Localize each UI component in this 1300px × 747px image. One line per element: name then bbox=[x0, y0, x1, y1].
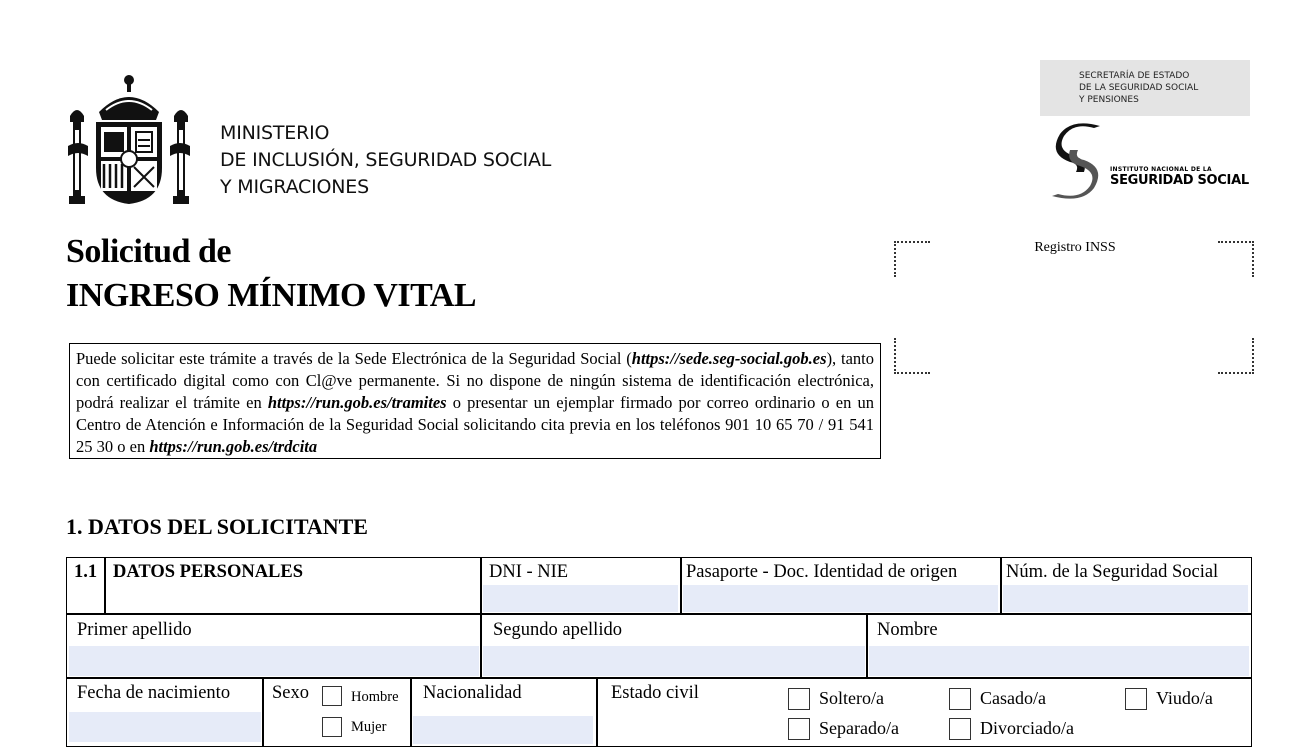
title-line-1: Solicitud de bbox=[66, 233, 231, 270]
registro-label: Registro INSS bbox=[1034, 240, 1116, 255]
mujer-checkbox[interactable] bbox=[322, 717, 342, 737]
nacionalidad-cell bbox=[410, 677, 598, 747]
info-text-3: o presentar un ejemplar firmado por correo ordinario o en un Centro de Atención e Información de la Seguridad Social solicitando cita previa en los teléfonos 901 10 65 70 / 91 541 25 30 o en bbox=[76, 393, 874, 456]
inss-logo-icon bbox=[1044, 122, 1110, 200]
fecha-nacimiento-label: Fecha de nacimiento bbox=[77, 683, 231, 703]
section-number: 1.1 bbox=[74, 562, 98, 582]
section-number-cell bbox=[66, 557, 106, 615]
divorciado-checkbox[interactable] bbox=[949, 718, 971, 740]
info-text-2: ), tanto con certificado digital como con Cl@ve permanente. Si no dispone de ningún sistema de identificación electrónica, podrá realizar el trámite en bbox=[76, 349, 874, 412]
fecha-nacimiento-cell bbox=[66, 677, 264, 747]
segundo-apellido-label: Segundo apellido bbox=[493, 620, 622, 640]
primer-apellido-input[interactable] bbox=[69, 646, 479, 676]
num-ss-input[interactable] bbox=[1003, 585, 1248, 612]
num-ss-cell bbox=[1000, 557, 1252, 615]
soltero-label: Soltero/a bbox=[819, 688, 884, 708]
viudo-label: Viudo/a bbox=[1156, 688, 1213, 708]
registro-corner-br bbox=[1218, 338, 1254, 374]
secretaria-line-3: Y PENSIONES bbox=[1079, 95, 1139, 105]
section-heading: 1. DATOS DEL SOLICITANTE bbox=[66, 514, 368, 539]
sexo-cell bbox=[262, 677, 412, 747]
casado-checkbox[interactable] bbox=[949, 688, 971, 710]
ministry-line-1: MINISTERIO bbox=[220, 122, 330, 144]
inss-title: SEGURIDAD SOCIAL bbox=[1110, 173, 1249, 188]
secretaria-box bbox=[1040, 60, 1250, 116]
sexo-label: Sexo bbox=[272, 683, 309, 703]
num-ss-label: Núm. de la Seguridad Social bbox=[1006, 562, 1219, 582]
info-text-1: Puede solicitar este trámite a través de la Sede Electrónica de la Seguridad Social ( bbox=[76, 349, 632, 368]
hombre-checkbox[interactable] bbox=[322, 686, 342, 706]
mujer-label: Mujer bbox=[351, 719, 387, 735]
dni-cell bbox=[480, 557, 682, 615]
separado-checkbox[interactable] bbox=[788, 718, 810, 740]
estado-civil-label: Estado civil bbox=[611, 683, 699, 703]
nacionalidad-label: Nacionalidad bbox=[423, 683, 522, 703]
registro-corner-tr bbox=[1218, 241, 1254, 277]
coat-of-arms-icon bbox=[66, 72, 192, 208]
datos-personales-cell bbox=[104, 557, 482, 615]
estado-civil-cell bbox=[596, 677, 1252, 747]
fecha-nacimiento-input[interactable] bbox=[69, 712, 261, 742]
segundo-apellido-input[interactable] bbox=[483, 646, 865, 676]
info-link-tramites[interactable]: https://run.gob.es/tramites bbox=[267, 393, 447, 412]
dni-label: DNI - NIE bbox=[489, 562, 569, 582]
secretaria-line-2: DE LA SEGURIDAD SOCIAL bbox=[1079, 83, 1199, 93]
nombre-input[interactable] bbox=[869, 646, 1249, 676]
info-link-sede[interactable]: https://sede.seg-social.gob.es bbox=[631, 349, 827, 368]
ministry-line-2: DE INCLUSIÓN, SEGURIDAD SOCIAL bbox=[220, 149, 552, 171]
hombre-label: Hombre bbox=[351, 689, 399, 705]
primer-apellido-label: Primer apellido bbox=[77, 620, 192, 640]
viudo-checkbox[interactable] bbox=[1125, 688, 1147, 710]
title-line-2: INGRESO MÍNIMO VITAL bbox=[66, 277, 477, 314]
nombre-label: Nombre bbox=[877, 620, 938, 640]
inss-subtitle: INSTITUTO NACIONAL DE LA bbox=[1110, 166, 1212, 173]
info-box bbox=[69, 343, 881, 459]
datos-personales-label: DATOS PERSONALES bbox=[113, 562, 304, 582]
separado-label: Separado/a bbox=[819, 718, 899, 738]
segundo-apellido-cell bbox=[480, 613, 868, 679]
casado-label: Casado/a bbox=[980, 688, 1046, 708]
page-title bbox=[66, 230, 476, 318]
divorciado-label: Divorciado/a bbox=[980, 718, 1074, 738]
ministry-name bbox=[220, 120, 551, 201]
registro-corner-bl bbox=[894, 338, 930, 374]
pasaporte-label: Pasaporte - Doc. Identidad de origen bbox=[686, 562, 958, 582]
pasaporte-input[interactable] bbox=[683, 585, 998, 612]
secretaria-line-1: SECRETARÍA DE ESTADO bbox=[1079, 71, 1190, 81]
dni-input[interactable] bbox=[483, 585, 678, 612]
info-link-cita[interactable]: https://run.gob.es/trdcita bbox=[149, 437, 318, 456]
nombre-cell bbox=[866, 613, 1252, 679]
soltero-checkbox[interactable] bbox=[788, 688, 810, 710]
nacionalidad-input[interactable] bbox=[413, 716, 593, 744]
ministry-line-3: Y MIGRACIONES bbox=[220, 176, 369, 198]
registro-corner-tl bbox=[894, 241, 930, 277]
primer-apellido-cell bbox=[66, 613, 482, 679]
pasaporte-cell bbox=[680, 557, 1002, 615]
